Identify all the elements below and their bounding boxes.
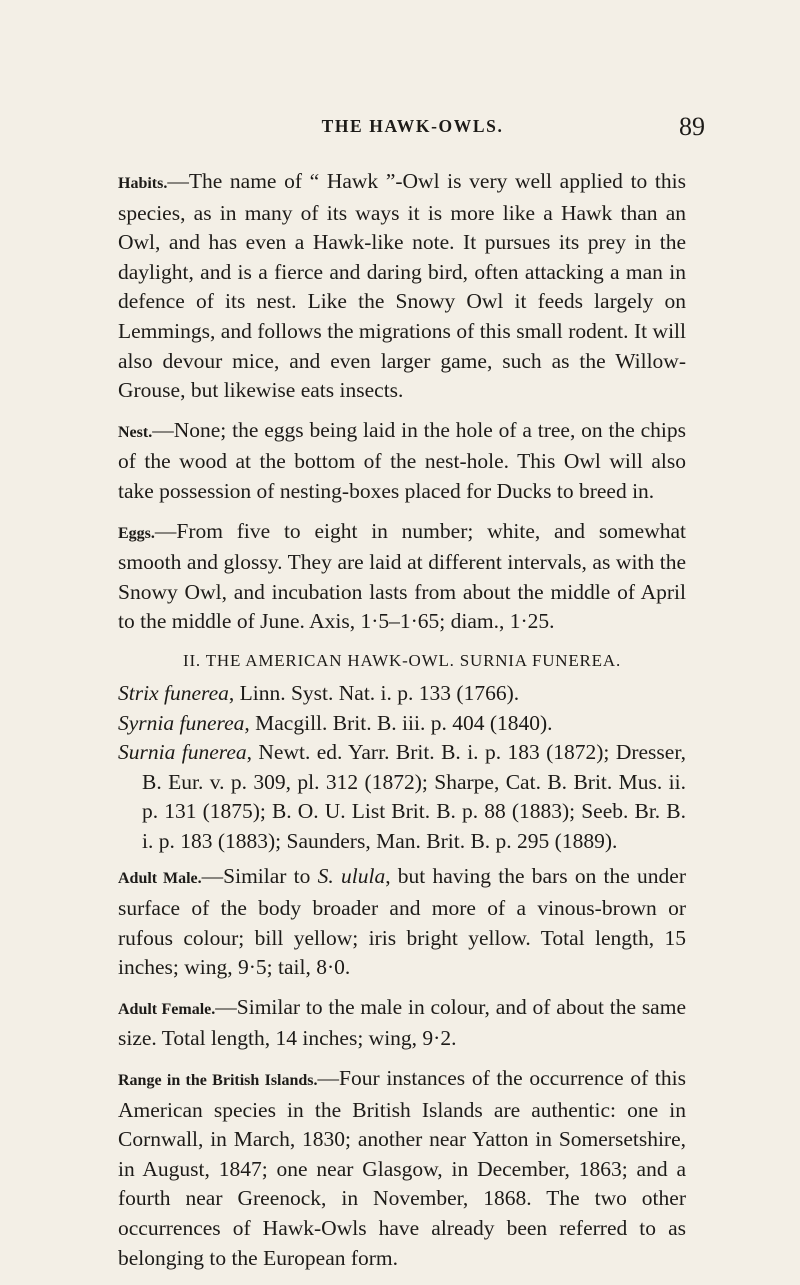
- eggs-label: Eggs.: [118, 524, 155, 542]
- adult-male-paragraph: [118, 862, 686, 982]
- synonym-reference: , Macgill. Brit. B. iii. p. 404 (1840).: [244, 710, 553, 735]
- habits-paragraph: [118, 167, 686, 406]
- adult-male-text-after: , but having the bars on the under surface of the body broader and more of a vinous-brown or rufous colour; bill yellow; iris bright yellow. Total length, 15 inches; wing, 9·5; tail, 8·0.: [118, 864, 687, 980]
- adult-female-paragraph: [118, 993, 686, 1054]
- range-paragraph: [118, 1064, 686, 1273]
- synonym-name: Syrnia funerea: [118, 710, 245, 735]
- synonymy-list: [118, 679, 686, 857]
- section-heading: II. THE AMERICAN HAWK-OWL. SURNIA FUNEREA.: [182, 650, 621, 670]
- habits-label: Habits.: [118, 175, 168, 192]
- adult-male-text-before: —Similar to: [201, 864, 318, 889]
- page-number: 89: [679, 112, 705, 141]
- eggs-paragraph: [118, 517, 686, 637]
- nest-text: —None; the eggs being laid in the hole of a tree, on the chips of the wood at the bottom of the nest-hole. This Owl will also take possession of nesting-boxes placed for Ducks to breed in.: [118, 417, 686, 503]
- adult-female-text: —Similar to the male in colour, and of about the same size. Total length, 14 inches; wing, 9·2.: [118, 994, 686, 1051]
- adult-female-label: Adult Female.: [118, 1000, 216, 1018]
- synonym-reference: , Newt. ed. Yarr. Brit. B. i. p. 183 (1872); Dresser, B. Eur. v. p. 309, pl. 312 (1872); Sharpe, Cat. B. Brit. Mus. ii. p. 131 (1875); B. O. U. List Brit. B. p. 88 (1883); Seeb. Br. B. i. p. 183 (1883); Saunders, Man. Brit. B. p. 295 (1889).: [142, 740, 686, 853]
- page-header: [120, 112, 705, 142]
- synonym-entry: [118, 709, 686, 739]
- synonym-entry: [118, 679, 686, 709]
- adult-male-label: Adult Male.: [118, 870, 202, 888]
- page-body: [118, 167, 686, 1283]
- synonym-name: Surnia funerea: [118, 740, 247, 765]
- synonym-reference: , Linn. Syst. Nat. i. p. 133 (1766).: [228, 680, 520, 705]
- range-text: —Four instances of the occurrence of this American species in the British Islands are authentic: one in Cornwall, in March, 1830; another near Yatton in Somersetshire, in August, 1847; one near Glasgow, in December, 1863; and a fourth near Greenock, in November, 1868. The two other occurrences of Hawk-Owls have already been referred to as belonging to the European form.: [118, 1066, 686, 1270]
- habits-text: —The name of “ Hawk ”-Owl is very well applied to this species, as in many of its ways it is more like a Hawk than an Owl, and has even a Hawk-like note. It pursues its prey in the daylight, and is a fierce and daring bird, often attacking a man in defence of its nest. Like the Snowy Owl it feeds largely on Lemmings, and follows the migrations of this small rodent. It will also devour mice, and even larger game, such as the Willow-Grouse, but likewise eats insects.: [118, 169, 686, 403]
- nest-paragraph: [118, 416, 686, 507]
- nest-label: Nest.: [118, 423, 153, 441]
- species-abbreviation: S. ulula: [317, 864, 386, 889]
- running-title: THE HAWK-OWLS.: [321, 116, 504, 136]
- range-label: Range in the British Islands.: [118, 1072, 318, 1090]
- eggs-text: —From five to eight in number; white, and somewhat smooth and glossy. They are laid at different intervals, as with the Snowy Owl, and incubation lasts from about the middle of April to the middle of June. Axis, 1·5–1·65; diam., 1·25.: [118, 518, 686, 634]
- synonym-name: Strix funerea: [118, 680, 229, 705]
- synonym-entry: [118, 738, 686, 856]
